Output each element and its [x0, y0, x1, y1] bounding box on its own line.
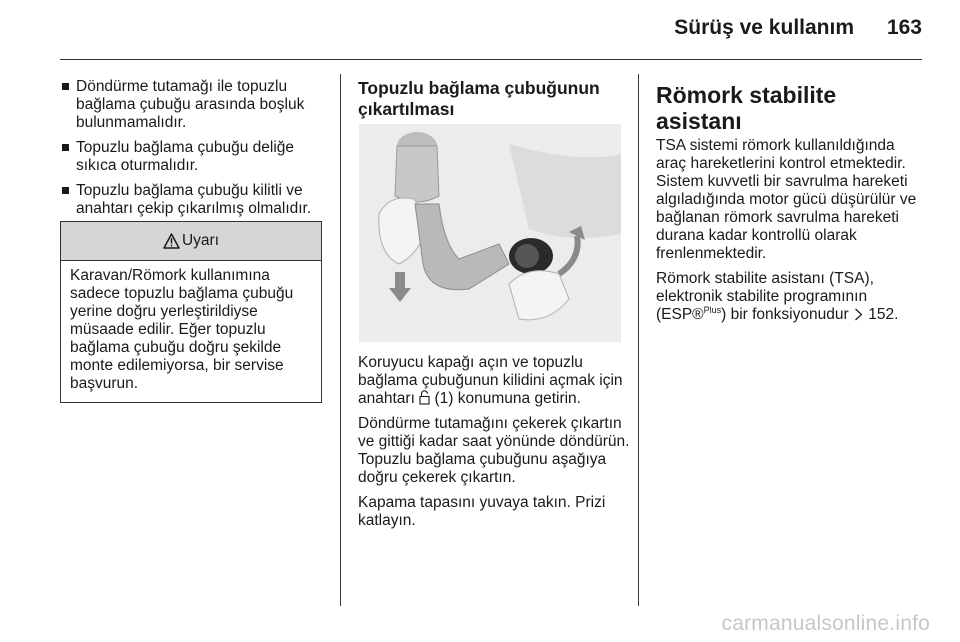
bullet-text: Döndürme tutamağı ile topuzlu bağlama çubuğu arasında boşluk bulunmamalıdır.	[76, 78, 305, 131]
section-heading: Römork stabilite asistanı	[656, 82, 837, 134]
bullet-square-icon	[62, 83, 69, 90]
tow-bar-drawing	[359, 124, 621, 342]
esp-label: (ESP®	[656, 306, 704, 323]
left-column	[60, 78, 328, 225]
right-column	[656, 82, 928, 331]
instruction-paragraph-3: Kapama tapasını yuvaya takın. Prizi katlayın.	[358, 494, 606, 529]
tow-bar-removal-illustration	[359, 124, 621, 342]
warning-text: Karavan/Römork kullanımına sadece topuzlu bağlama çubuğu yerine doğru yerleştirildiyse müsaade edilir. Eğer topuzlu bağlama çubuğu doğru şekilde monte edilemiyorsa, bir servise başvurun.	[70, 267, 294, 392]
tsa-text: Römork stabilite asistanı (TSA), elektronik stabilite programının	[656, 270, 874, 305]
list-item	[60, 182, 328, 218]
list-item	[60, 139, 328, 175]
bullet-text: Topuzlu bağlama çubuğu kilitli ve anahtarı çekip çıkarılmış olmalıdır.	[76, 182, 312, 217]
page-reference-number: 152.	[868, 306, 899, 323]
tsa-paragraph-1: TSA sistemi römork kullanıldığında araç hareketlerini kontrol etmektedir. Sistem kuvvetli bir savrulma hareketi algıladığında motor gücü düşürülür ve bağlanan römork savrulma hareketi durana kadar kontrollü olarak frenlenmektedir.	[656, 137, 917, 262]
page-reference-arrow-icon	[854, 308, 863, 321]
warning-box	[60, 221, 322, 403]
section-subheading: Topuzlu bağlama çubuğunun çıkartılması	[358, 78, 600, 119]
bullet-square-icon	[62, 144, 69, 151]
tsa-text: ) bir fonksiyonudur	[721, 306, 849, 323]
middle-column-text	[358, 354, 630, 537]
header-divider	[60, 59, 922, 60]
column-divider-right	[638, 74, 639, 606]
instruction-paragraph-1	[358, 354, 630, 408]
bullet-list	[60, 78, 328, 218]
middle-column-heading	[358, 78, 626, 120]
bullet-square-icon	[62, 187, 69, 194]
instruction-text: Koruyucu kapağı açın ve topuzlu bağlama çubuğunun kilidini açmak için anahtarı	[358, 354, 623, 407]
bullet-text: Topuzlu bağlama çubuğu deliğe sıkıca oturmalıdır.	[76, 139, 295, 174]
tsa-paragraph-2	[656, 270, 928, 324]
instruction-text: (1) konumuna getirin.	[434, 390, 581, 407]
warning-header	[61, 222, 321, 261]
column-divider-left	[340, 74, 341, 606]
running-head-title: Sürüş ve kullanım	[674, 16, 854, 39]
warning-triangle-icon	[163, 233, 180, 249]
instruction-paragraph-2: Döndürme tutamağını çekerek çıkartın ve gittiği kadar saat yönünde döndürün. Topuzlu bağlama çubuğunu aşağıya doğru çekerek çıkartın.	[358, 415, 630, 486]
warning-title: Uyarı	[181, 232, 220, 249]
page-number: 163	[886, 16, 922, 39]
watermark: carmanualsonline.info	[721, 612, 930, 635]
esp-plus-superscript: Plus	[703, 304, 722, 315]
list-item	[60, 78, 328, 132]
unlock-icon	[419, 390, 430, 405]
